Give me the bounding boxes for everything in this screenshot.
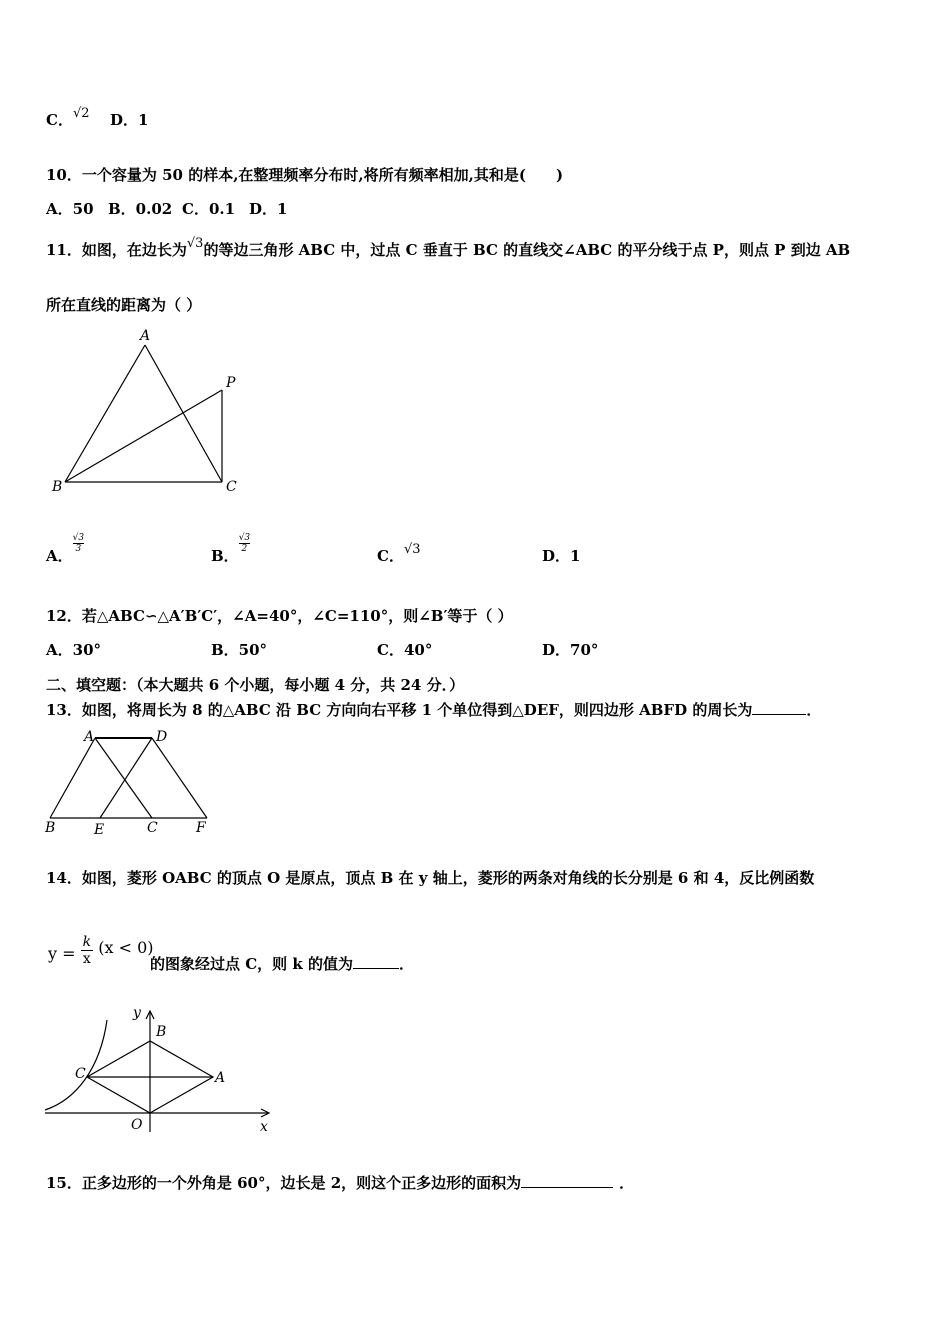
q14-formula: y = $\frac{k}{x}$ (x < 0) bbox=[48, 934, 154, 967]
q10-option-b: B．0.02 bbox=[108, 200, 173, 218]
q10-option-a: A．50 bbox=[46, 200, 94, 218]
q11-label-p: P bbox=[226, 375, 236, 391]
q11-stem-sqrt: √3 bbox=[186, 236, 204, 251]
q11-option-b-fraction: $\frac{√3}{2}$ bbox=[238, 532, 251, 554]
q13-side-ab bbox=[50, 738, 95, 818]
q10-stem: 10．一个容量为 50 的样本,在整理频率分布时,将所有频率相加,其和是( ) bbox=[46, 166, 564, 184]
q13-answer-blank bbox=[752, 702, 806, 715]
q13-label-a: A bbox=[84, 729, 95, 745]
q14-stem: 14．如图，菱形 OABC 的顶点 O 是原点，顶点 B 在 y 轴上，菱形的两条对角线的长分别是 6 和 4，反比例函数 bbox=[46, 869, 815, 887]
q13-label-f: F bbox=[196, 820, 206, 836]
q14-label-x: x bbox=[260, 1119, 268, 1135]
q11-bisector-bp bbox=[65, 390, 222, 482]
q9-option-d: D．1 bbox=[110, 111, 149, 129]
q14-label-b: B bbox=[156, 1024, 167, 1040]
q11-side-ac bbox=[145, 345, 222, 482]
q11-stem: 11．如图，在边长为√3的等边三角形 ABC 中，过点 C 垂直于 BC 的直线交∠ABC 的平分线于点 P，则点 P 到边 AB bbox=[46, 236, 851, 259]
q11-option-d: D．1 bbox=[542, 547, 581, 565]
q12-option-d: D．70° bbox=[542, 641, 599, 659]
q13-label-d: D bbox=[156, 729, 168, 745]
section-2-heading: 二、填空题：（本大题共 6 个小题，每小题 4 分，共 24 分．） bbox=[46, 676, 465, 694]
q11-option-b: B． $\frac{√3}{2}$ bbox=[211, 532, 251, 565]
q11-side-ab bbox=[65, 345, 145, 482]
q11-option-c-value: √3 bbox=[403, 542, 421, 557]
q13-side-df bbox=[152, 738, 207, 818]
q13-side-de bbox=[100, 738, 152, 818]
q10-option-d: D．1 bbox=[249, 200, 288, 218]
q11-option-c: C．√3 bbox=[377, 542, 421, 565]
q14-label-a: A bbox=[215, 1070, 226, 1086]
q12-stem: 12．若△ABC∽△A′B′C′，∠A=40°，∠C=110°，则∠B′等于（ ） bbox=[46, 607, 513, 625]
q15-answer-blank bbox=[521, 1175, 613, 1188]
q11-label-c: C bbox=[226, 479, 237, 495]
q12-option-c: C．40° bbox=[377, 641, 433, 659]
q15-stem: 15．正多边形的一个外角是 60°，边长是 2，则这个正多边形的面积为 ． bbox=[46, 1174, 635, 1192]
q14-label-y: y bbox=[133, 1005, 141, 1021]
q13-side-ac bbox=[95, 738, 152, 818]
q11-stem-line2: 所在直线的距离为（ ） bbox=[46, 296, 202, 314]
q14-hyperbola bbox=[45, 1020, 107, 1110]
q11-label-b: B bbox=[52, 479, 63, 495]
q14-stem-continuation: 的图象经过点 C，则 k 的值为 ． bbox=[150, 955, 415, 973]
q14-label-c: C bbox=[75, 1066, 86, 1082]
q14-figure bbox=[40, 1000, 280, 1140]
q13-figure bbox=[40, 725, 220, 840]
q11-figure bbox=[40, 325, 250, 500]
q14-answer-blank bbox=[353, 956, 399, 969]
q13-stem: 13．如图，将周长为 8 的△ABC 沿 BC 方向向右平移 1 个单位得到△DEF，则四边形 ABFD 的周长为 ． bbox=[46, 701, 822, 719]
q11-label-a: A bbox=[140, 328, 151, 344]
q13-label-c: C bbox=[147, 820, 158, 836]
q10-option-c: C．0.1 bbox=[182, 200, 236, 218]
q9-option-c-value: √2 bbox=[72, 106, 90, 121]
q11-option-a: A． $\frac{√3}{3}$ bbox=[46, 532, 85, 565]
q9-option-c: C．√2 bbox=[46, 106, 90, 129]
q11-option-a-fraction: $\frac{√3}{3}$ bbox=[72, 532, 85, 554]
q14-label-o: O bbox=[131, 1117, 143, 1133]
q13-label-b: B bbox=[45, 820, 56, 836]
q12-option-a: A．30° bbox=[46, 641, 102, 659]
q12-option-b: B．50° bbox=[211, 641, 268, 659]
q13-label-e: E bbox=[94, 822, 105, 838]
